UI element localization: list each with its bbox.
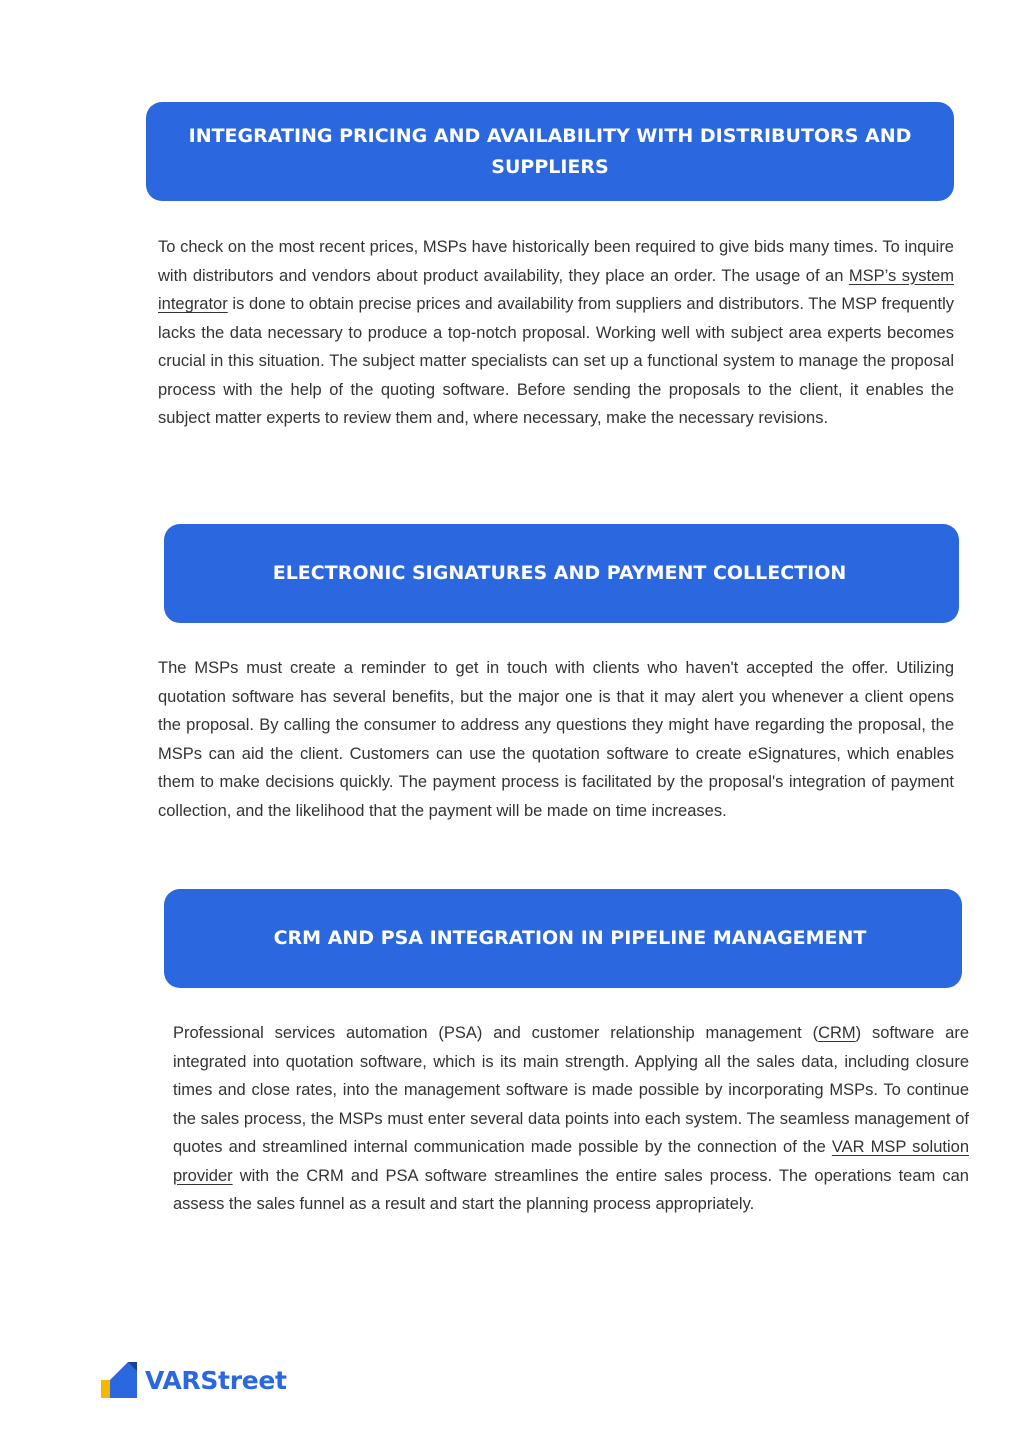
section-heading-text: CRM AND PSA INTEGRATION IN PIPELINE MANAGEMENT	[273, 927, 867, 949]
varstreet-logo-text: VARStreet	[145, 1365, 287, 1395]
section-paragraph-esignatures-payments: The MSPs must create a reminder to get in touch with clients who haven't accepted the offer. Utilizing quotation software has several benefits, but the major one is that it may alert you whenever a client opens the proposal. By calling the consumer to address any questions they might have regarding the proposal, the MSPs can aid the client. Customers can use the quotation software to create eSignatures, which enables them to make decisions quickly. The payment process is facilitated by the proposal's integration of payment collection, and the likelihood that the payment will be made on time increases.	[158, 659, 954, 820]
section-heading-text: ELECTRONIC SIGNATURES AND PAYMENT COLLECTION	[272, 562, 847, 584]
section-heading-crm-psa-integration	[164, 889, 962, 988]
var-msp-solution-provider-link[interactable]: VAR MSP solution provider	[173, 1138, 969, 1185]
paragraph-text: with the CRM and PSA software streamlines the entire sales process. The operations team can assess the sales funnel as a result and start the planning process appropriately.	[173, 1166, 969, 1213]
section-heading-text: INTEGRATING PRICING AND AVAILABILITY WITH DISTRIBUTORS AND SUPPLIERS	[188, 124, 912, 178]
section-heading-pricing-availability	[146, 102, 954, 201]
paragraph-text: is done to obtain precise prices and availability from suppliers and distributors. The MSP frequently lacks the data necessary to produce a top-notch proposal. Working well with subject area experts becomes crucial in this situation. The subject matter specialists can set up a functional system to manage the proposal process with the help of the quoting software. Before sending the proposals to the client, it enables the subject matter experts to review them and, where necessary, make the necessary revisions.	[158, 295, 954, 427]
varstreet-logo-icon	[101, 1362, 137, 1398]
paragraph-text: Professional services automation (PSA) and customer relationship management (	[173, 1024, 819, 1042]
crm-link[interactable]: CRM	[818, 1024, 856, 1042]
msp-system-integrator-link[interactable]: MSP’s system integrator	[158, 266, 954, 313]
varstreet-logo	[101, 1362, 287, 1398]
section-paragraph-pricing-availability	[158, 233, 954, 433]
section-heading-esignatures-payments	[164, 524, 959, 623]
paragraph-text: ) software are integrated into quotation software, which is its main strength. Applying all the sales data, including closure times and close rates, into the management software is made possible by incorporating MSPs. To continue the sales process, the MSPs must enter several data points into each system. The seamless management of quotes and streamlined internal communication made possible by the connection of the	[173, 1024, 969, 1156]
paragraph-text: To check on the most recent prices, MSPs have historically been required to give bids many times. To inquire with distributors and vendors about product availability, they place an order. The usage of an	[158, 238, 954, 285]
section-paragraph-crm-psa-integration	[173, 1019, 969, 1219]
